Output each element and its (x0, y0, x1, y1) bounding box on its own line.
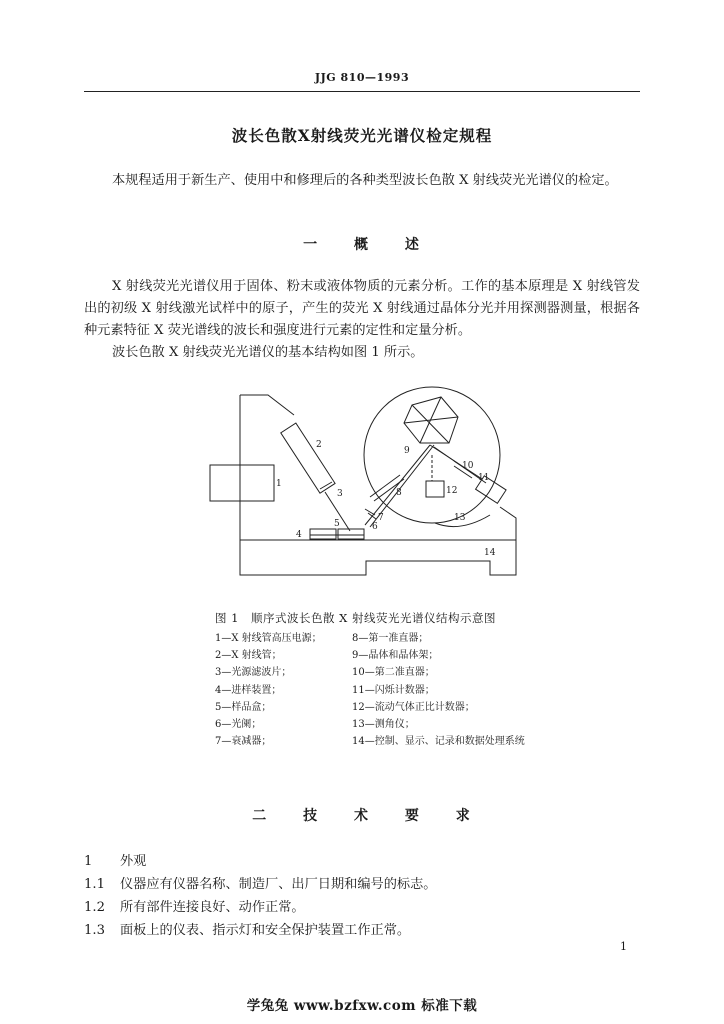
legend-item: 11—闪烁计数器； (352, 684, 435, 696)
structure-diagram (200, 385, 524, 585)
label-1: 1 (276, 479, 282, 489)
figure-caption: 图 1 顺序式波长色散 X 射线荧光光谱仪结构示意图 (215, 611, 496, 625)
label-4: 4 (296, 530, 302, 540)
header-rule (84, 91, 640, 92)
legend-item: 7—衰减器； (215, 736, 272, 748)
label-3: 3 (337, 489, 343, 499)
filter-plate (320, 482, 332, 489)
label-9: 9 (404, 446, 410, 456)
legend-item: 1—X 射线管高压电源； (215, 633, 322, 644)
section-heading-overview: 一 概 述 (303, 237, 421, 253)
housing-top-edge (240, 395, 294, 415)
legend-item: 8—第一准直器； (352, 633, 429, 644)
legend-item: 6—光阑； (215, 719, 262, 731)
page-number: 1 (620, 940, 627, 953)
clause-text: 仪器应有仪器名称、制造厂、出厂日期和编号的标志。 (120, 877, 437, 892)
clause-number: 1.2 (84, 900, 105, 915)
standard-number: JJG 810—1993 (314, 71, 410, 84)
label-8: 8 (396, 488, 402, 498)
label-14: 14 (484, 548, 496, 558)
legend-item: 9—晶体和晶体架； (352, 650, 439, 662)
legend-item: 3—光源滤波片； (215, 667, 292, 679)
legend-item: 12—流动气体正比计数器； (352, 701, 475, 713)
clause-number: 1 (84, 854, 93, 869)
overview-paragraph-1: X 射线荧光光谱仪用于固体、粉末或液体物质的元素分析。工作的基本原理是 X 射线管发出的初级 X 射线激光试样中的原子，产生的荧光 X 射线通过晶体分光并用探测器测量，根据各种元素特征 X 荧光谱线的波长和强度进行元素的定性和定量分析。 (84, 279, 640, 338)
legend-item: 10—第二准直器； (352, 667, 435, 679)
clause-1-2 (84, 896, 305, 915)
intro-paragraph: 本规程适用于新生产、使用中和修理后的各种类型波长色散 X 射线荧光光谱仪的检定。 (112, 173, 618, 188)
base-outline (240, 540, 516, 575)
proportional-counter (426, 481, 444, 497)
power-supply-box (210, 465, 274, 501)
section-heading-requirements: 二 技 术 要 求 (252, 808, 472, 824)
housing-bottom-right (240, 507, 516, 540)
legend-right-column (352, 630, 525, 750)
legend-item: 4—进样装置； (215, 684, 282, 696)
clause-text: 所有部件连接良好、动作正常。 (120, 900, 305, 915)
label-7: 7 (378, 513, 384, 523)
label-5: 5 (334, 519, 340, 529)
clause-number: 1.3 (84, 923, 105, 938)
overview-paragraph-2: 波长色散 X 射线荧光光谱仪的基本结构如图 1 所示。 (112, 345, 424, 360)
legend-item: 14—控制、显示、记录和数据处理系统 (352, 736, 525, 748)
clause-text: 外观 (120, 854, 147, 869)
legend-item: 13—测角仪； (352, 719, 415, 731)
clause-1-3 (84, 919, 410, 938)
slit (368, 513, 376, 519)
clause-1 (84, 850, 146, 869)
label-11: 11 (478, 473, 490, 483)
structure-diagram-svg (200, 385, 524, 585)
clause-text: 面板上的仪表、指示灯和安全保护装置工作正常。 (120, 923, 411, 938)
beam-to-crystal (365, 445, 430, 525)
clause-number: 1.1 (84, 877, 105, 892)
sample-cup (338, 529, 364, 539)
label-12: 12 (446, 486, 458, 496)
label-13: 13 (454, 513, 466, 523)
label-10: 10 (462, 461, 474, 471)
xray-tube (281, 423, 335, 493)
legend-item: 2—X 射线管； (215, 650, 282, 662)
label-2: 2 (316, 440, 322, 450)
label-6: 6 (372, 522, 378, 532)
sampler (310, 529, 336, 539)
legend-left-column (215, 630, 322, 750)
footer-watermark: 学兔兔 www.bzfxw.com 标准下载 (246, 998, 478, 1014)
clause-1-1 (84, 873, 437, 892)
document-title: 波长色散X射线荧光光谱仪检定规程 (231, 126, 493, 145)
legend-item: 5—样品盒； (215, 701, 272, 713)
